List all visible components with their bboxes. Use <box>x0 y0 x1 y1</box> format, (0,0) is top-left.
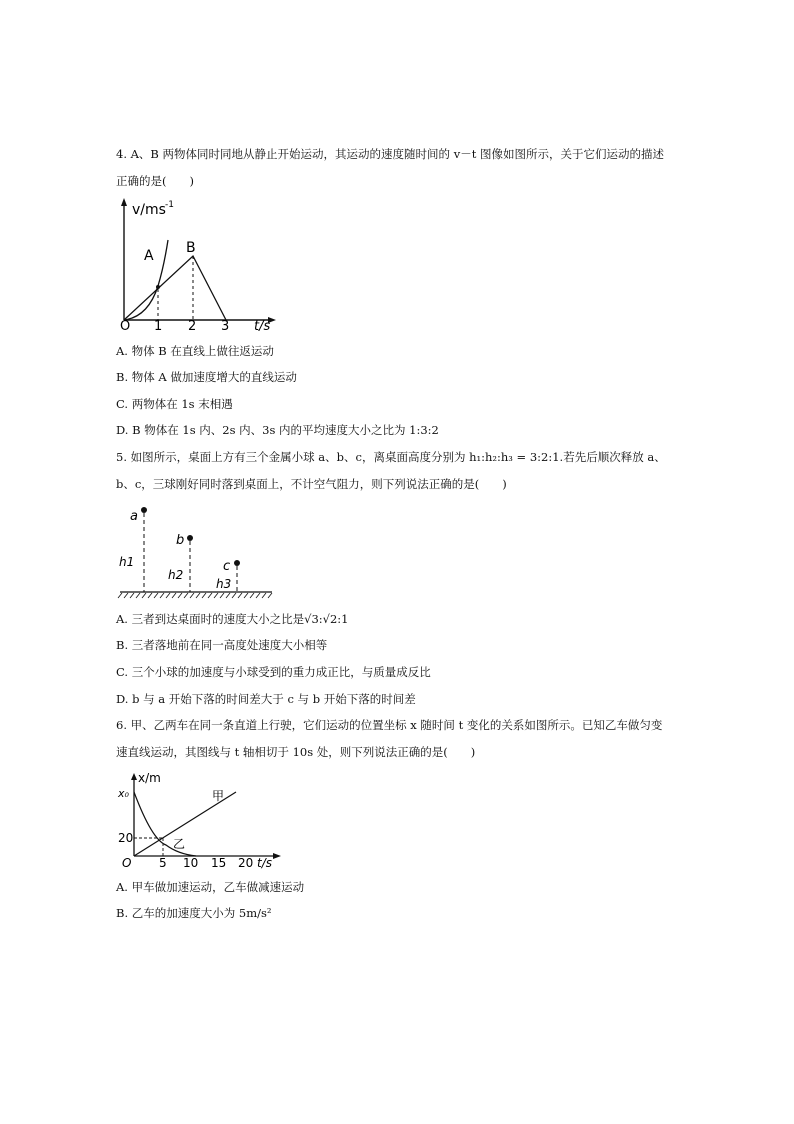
q4-vt-graph <box>116 196 281 336</box>
q5-option-b: B. 三者落地前在同一高度处速度大小相等 <box>116 638 328 652</box>
q5-stem-line2: b、c，三球刚好同时落到桌面上，不计空气阻力，则下列说法正确的是( ) <box>116 477 507 491</box>
q4-y-exp: -1 <box>165 200 174 210</box>
q4-option-c: C. 两物体在 1s 末相遇 <box>116 397 233 411</box>
q5-option-d: D. b 与 a 开始下落的时间差大于 c 与 b 开始下落的时间差 <box>116 692 416 706</box>
q6-xt-graph <box>116 770 286 870</box>
q6-option-a: A. 甲车做加速运动，乙车做减速运动 <box>116 880 305 894</box>
q4-tick-2: 2 <box>188 319 197 334</box>
q4-option-b: B. 物体 A 做加速度增大的直线运动 <box>116 370 297 384</box>
q6-tick-20: 20 <box>238 856 254 870</box>
q4-stem-line2: 正确的是( ) <box>116 174 194 188</box>
q4-option-a: A. 物体 B 在直线上做往返运动 <box>116 344 274 358</box>
q5-label-c: c <box>223 559 231 574</box>
q5-option-a: A. 三者到达桌面时的速度大小之比是√3:√2:1 <box>116 612 349 626</box>
q4-label-b: B <box>186 240 196 256</box>
q4-x-label: t/s <box>254 319 271 334</box>
q4-option-d: D. B 物体在 1s 内、2s 内、3s 内的平均速度大小之比为 1:3:2 <box>116 423 439 437</box>
q6-curve-yi <box>134 792 196 856</box>
q6-tick-5: 5 <box>159 856 167 870</box>
q6-stem-line2: 速直线运动，其图线与 t 轴相切于 10s 处，则下列说法正确的是( ) <box>116 745 476 759</box>
q4-line-b <box>124 256 226 320</box>
q6-x0-label: x₀ <box>118 787 129 800</box>
q6-y-label: x/m <box>138 771 161 785</box>
q4-tick-1: 1 <box>154 319 163 334</box>
q6-x-label: t/s <box>257 856 272 870</box>
q6-y20-label: 20 <box>118 831 134 845</box>
q4-label-a: A <box>144 248 154 264</box>
q4-origin: O <box>120 319 131 334</box>
q6-origin: O <box>122 856 132 870</box>
q6-label-jia: 甲 <box>212 789 225 803</box>
q5-label-a: a <box>130 509 138 524</box>
q5-label-h1: h1 <box>119 555 135 569</box>
q4-y-label: v/ms <box>132 202 166 218</box>
q6-label-yi: 乙 <box>173 837 186 851</box>
q6-option-b: B. 乙车的加速度大小为 5m/s² <box>116 906 272 920</box>
q6-stem-line1: 6. 甲、乙两车在同一条直道上行驶，它们运动的位置坐标 x 随时间 t 变化的关系如图所示。已知乙车做匀变 <box>116 718 663 732</box>
q6-tick-10: 10 <box>183 856 199 870</box>
q5-label-b: b <box>176 533 185 548</box>
q5-label-h2: h2 <box>168 568 184 582</box>
q6-tick-15: 15 <box>211 856 227 870</box>
q5-label-h3: h3 <box>216 577 232 591</box>
q4-stem-line1: 4. A、B 两物体同时同地从静止开始运动，其运动的速度随时间的 v－t 图像如图所示，关于它们运动的描述 <box>116 147 664 161</box>
q5-stem-line1: 5. 如图所示，桌面上方有三个金属小球 a、b、c，离桌面高度分别为 h₁:h₂:h₃ = 3:2:1.若先后顺次释放 a、 <box>116 450 666 464</box>
q5-option-c: C. 三个小球的加速度与小球受到的重力成正比，与质量成反比 <box>116 665 431 679</box>
q4-tick-3: 3 <box>221 319 230 334</box>
q5-ball-c <box>234 560 240 566</box>
q5-balls-figure <box>116 502 276 602</box>
q5-ball-b <box>187 535 193 541</box>
q5-ball-a <box>141 507 147 513</box>
